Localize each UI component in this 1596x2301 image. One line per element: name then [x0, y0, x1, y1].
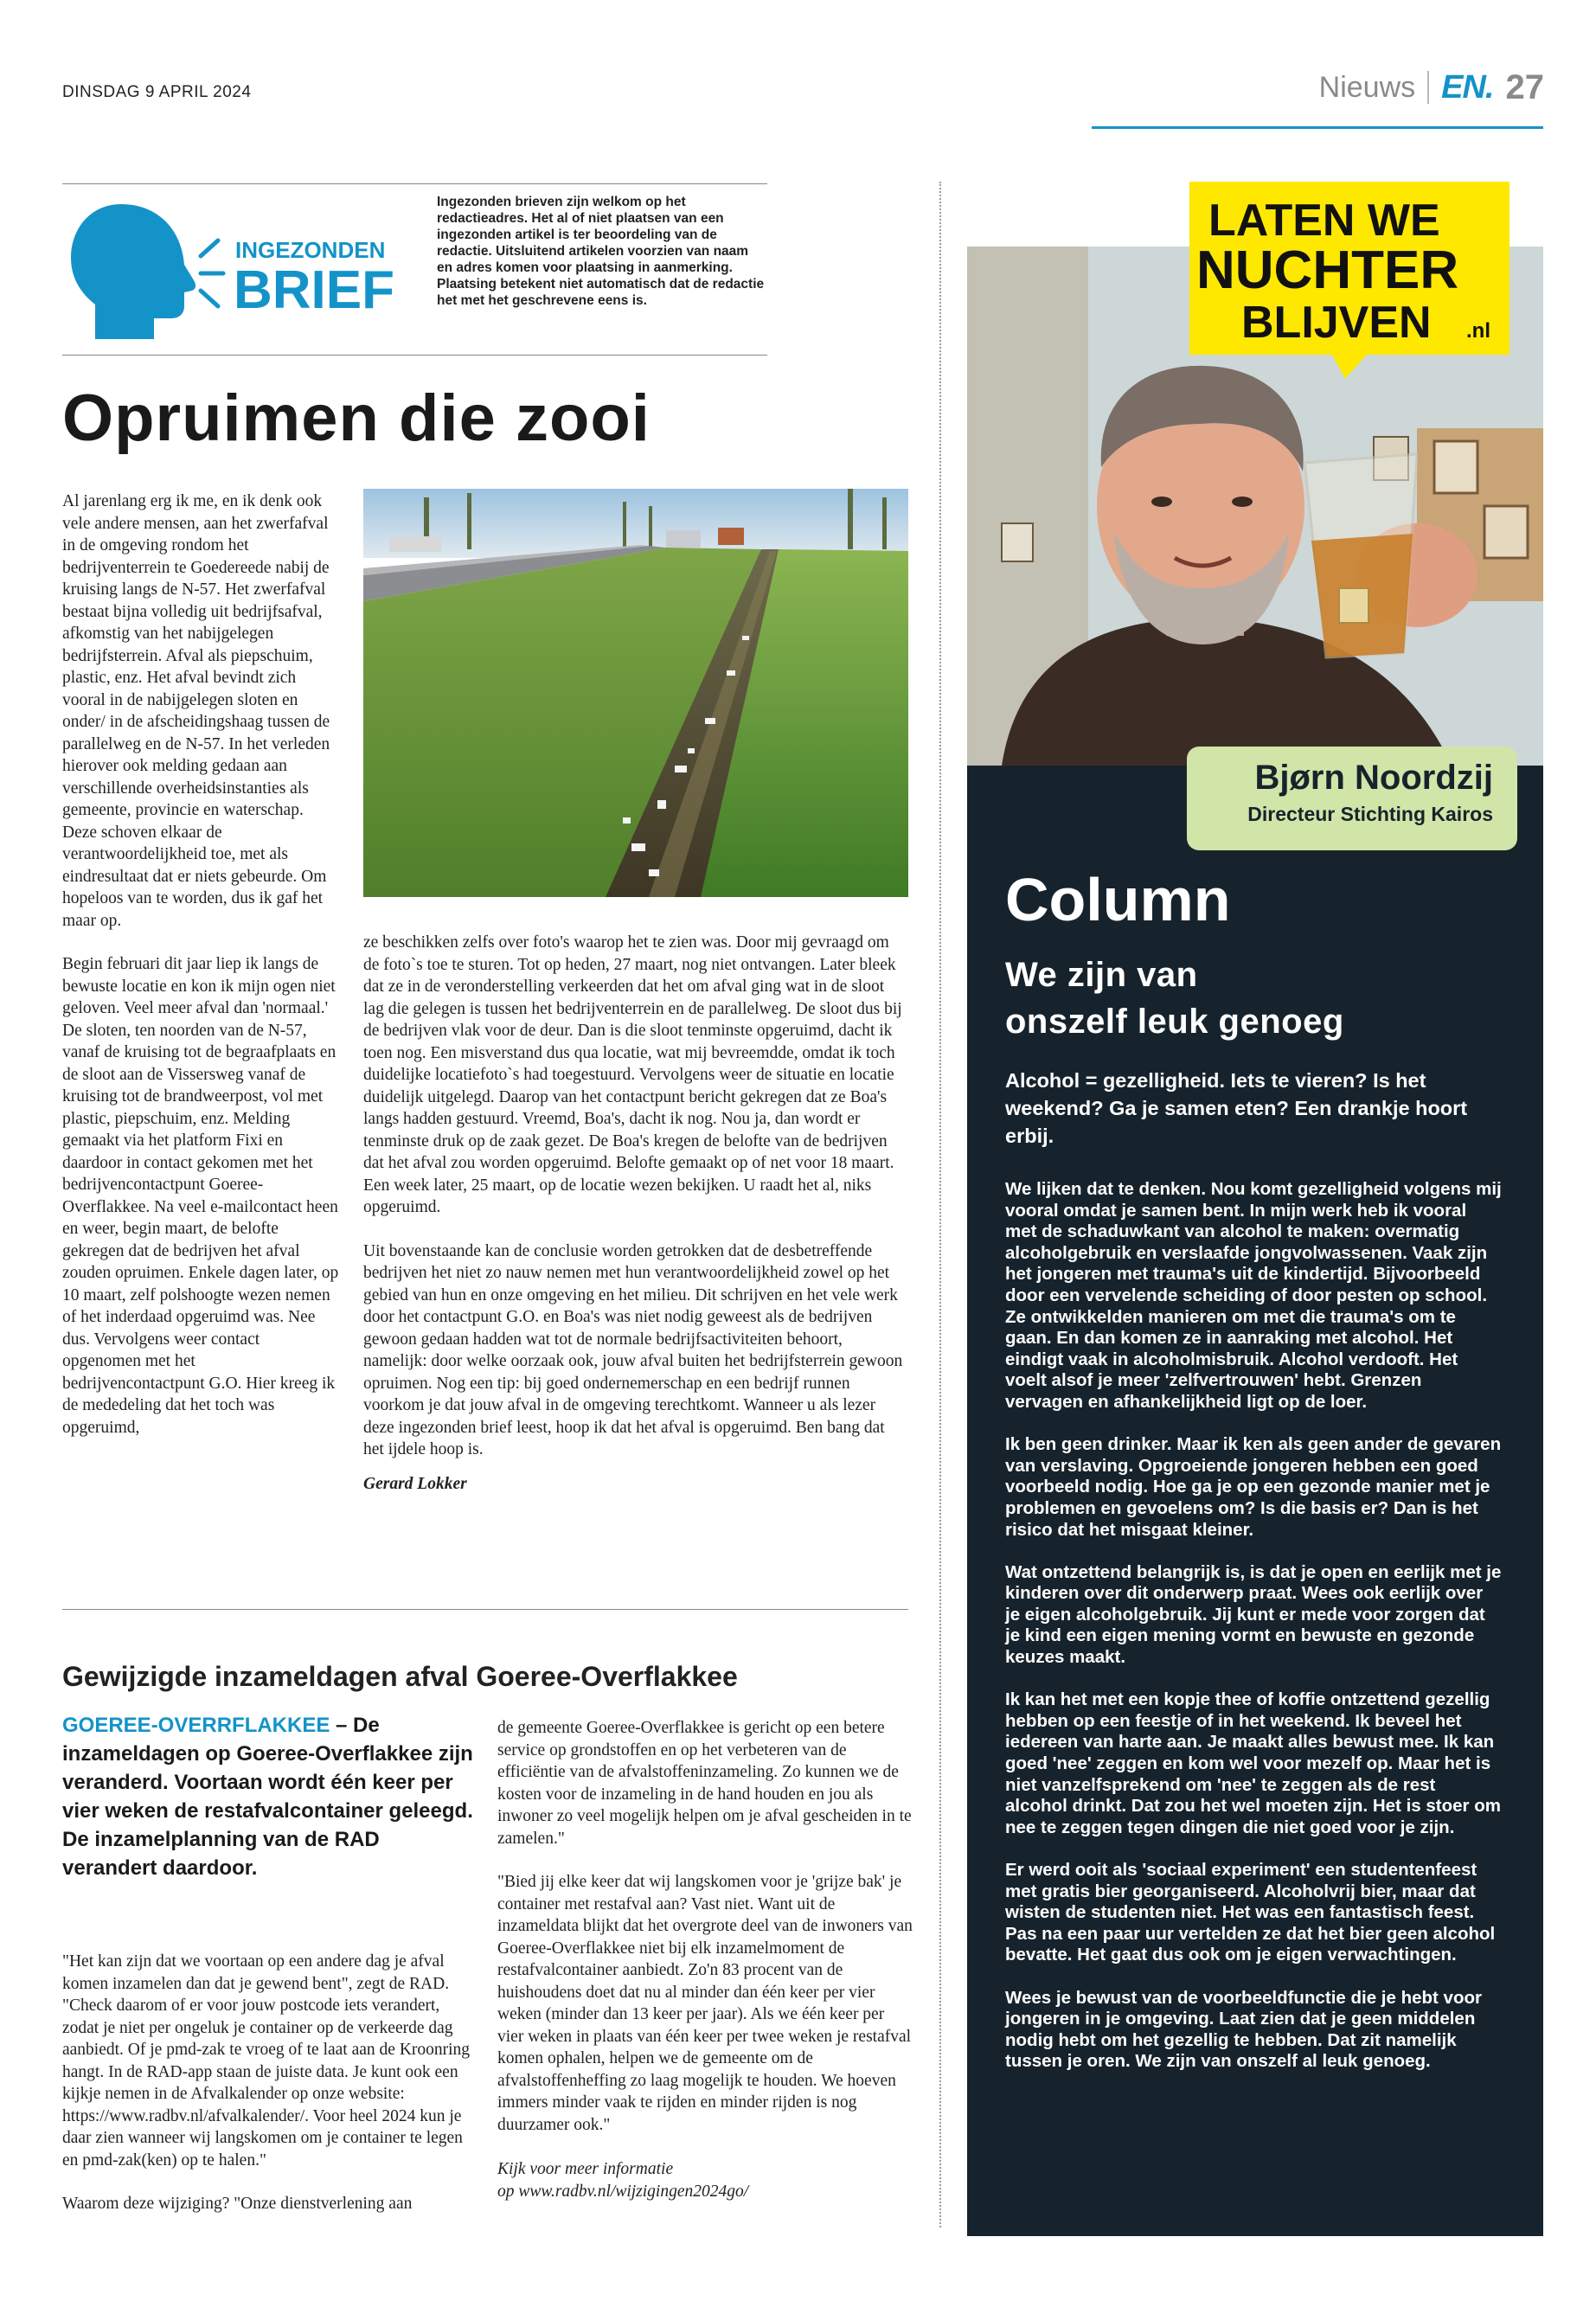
- column-paragraph: Wat ontzettend belangrijk is, is dat je open en eerlijk met je kinderen over dit onderwerp praat. Wees ook eerlijk over je eigen alcoholgebruik. Jij kunt er mede voor zorgen dat je kind een eigen mening vormt en bewuste en gezonde keuzes maakt.: [1005, 1561, 1502, 1668]
- letter-paragraph: Begin februari dit jaar liep ik langs de bewuste locatie en kon ik mijn ogen niet geloven. Veel meer afval dan 'normaal.' De sloten, ten noorden van de N-57, vanaf de kruising tot de begraafplaats en de sloot aan de Vissersweg vanaf de kruising tot de brandweerpost, vol met plastic, piepschuim, enz. Melding gemaakt via het platform Fixi en daardoor in contact gekomen met het bedrijvencontactpunt Goeree-Overflakkee. Na veel e-mailcontact heen en weer, begin maart, de belofte gekregen dat de bedrijven het afval zouden opruimen. Enkele dagen later, op 10 maart, zelf polshoogte wezen nemen of het inderdaad opgeruimd was. Nee dus. Vervolgens weer contact opgenomen met het bedrijvencontactpunt G.O. Hier kreeg ik de mededeling dat het toch was opgeruimd,: [62, 955, 339, 1437]
- svg-text:INGEZONDEN: INGEZONDEN: [235, 237, 386, 263]
- newspaper-logo: EN.: [1441, 68, 1494, 106]
- svg-text:BLIJVEN: BLIJVEN: [1241, 298, 1432, 348]
- column-label: Column: [1005, 866, 1231, 933]
- svg-text:.nl: .nl: [1466, 319, 1490, 343]
- svg-text:BRIEF: BRIEF: [234, 260, 394, 320]
- ditch-photo: [363, 489, 908, 897]
- column-paragraph: Er werd ooit als 'sociaal experiment' een studentenfeest met gratis bier georganiseerd. Alcoholvrij bier, maar dat wisten de studenten niet. Het was een fantastisch feest. Pas na een paar uur vertelden ze dat het bier geen alcohol bevatte. Het gaat dus ook om je eigen verwachtingen.: [1005, 1860, 1496, 1965]
- article-paragraph: Waarom deze wijziging? "Onze dienstverlening aan: [62, 2195, 413, 2213]
- article-title: Gewijzigde inzameldagen afval Goeree-Overflakkee: [62, 1661, 738, 1692]
- letter-column-1: [62, 490, 339, 1439]
- article-lead-text: – De inzameldagen op Goeree-Overflakkee zijn veranderd. Voortaan wordt één keer per vier weken de restafvalcontainer geleegd. De inzamelplanning van de RAD verandert daardoor.: [62, 1714, 473, 1880]
- article-info-line: Kijk voor meer informatie: [497, 2160, 674, 2178]
- header-divider: [1427, 71, 1429, 104]
- speaking-head-icon: [69, 195, 415, 343]
- column-title: [1005, 952, 1490, 1045]
- article-paragraph: "Het kan zijn dat we voortaan op een andere dag je afval komen inzamelen dan dat je gewend bent", zegt de RAD. "Check daarom of er voor jouw postcode iets verandert, zodat je niet per ongeluk je container op de verkeerde dag aanbiedt. Of je pmd-zak te vroeg of te laat aan de Kroonring hangt. In de RAD-app staan de juiste data. Je kunt ook een kijkje nemen in de Afvalkalender op onze website: https://www.radbv.nl/afvalkalender/. Voor heel 2024 kun je daar zien wanneer wij langskomen om je container te legen en pmd-zak(ken) op te halen.": [62, 1952, 471, 2170]
- article-paragraph: de gemeente Goeree-Overflakkee is gericht op een betere service op grondstoffen en op het verbeteren van de efficiëntie van de afvalstoffeninzameling. Zo kunnen we de kosten voor de inzameling in de hand houden en jou als inwoner zo veel mogelijk helpen om je afval gescheiden in te zamelen.": [497, 1719, 912, 1848]
- article-info: [497, 2158, 913, 2202]
- column-body: [1005, 1179, 1502, 2094]
- article-dateline: GOEREE-OVERRFLAKKEE: [62, 1714, 330, 1737]
- letter-author: Gerard Lokker: [363, 1474, 467, 1493]
- header-rule: [1092, 126, 1543, 129]
- column-divider: [939, 182, 941, 2227]
- author-role: Directeur Stichting Kairos: [1247, 803, 1493, 825]
- author-name: Bjørn Noordzij: [1254, 759, 1493, 797]
- column-title-line: onszelf leuk genoeg: [1005, 1003, 1344, 1041]
- article-paragraph: "Bied jij elke keer dat wij langskomen voor je 'grijze bak' je container met restafval aan? Vast niet. Want uit de inzameldata blijkt dat het overgrote deel van de inwoners van Goeree-Overflakkee niet bij elk inzamelmoment de restafvalcontainer aanbiedt. Zo'n 83 procent van de huishoudens doet dat nu al minder dan één keer per vier weken (minder dan 13 keer per jaar). Als we één keer per vier weken in plaats van één keer per twee weken je restafval komen ophalen, helpen we de gemeente om de afvalstoffenheffing zo laag mogelijk te houden. We hoeven immers minder vaak te rijden en minder rijden is nog duurzamer ook.": [497, 1873, 913, 2134]
- section-name: Nieuws: [1318, 70, 1416, 104]
- page-header: [1319, 66, 1544, 109]
- letter-paragraph: Al jarenlang erg ik me, en ik denk ook vele andere mensen, aan het zwerfafval in de omgeving rondom het bedrijventerrein te Goedereede nabij de kruising langs de N-57. Het zwerfafval bestaat bijna volledig uit bedrijfsafval, afkomstig van het nabijgelegen bedrijfsterrein. Afval als piepschuim, plastic, enz. Het afval bevindt zich vooral in de nabijgelegen sloten en onder/ in de afscheidingshaag tussen de parallelweg en de N-57. In het verleden hierover ook melding gedaan aan verschillende overheidsinstanties als gemeente, provincie en waterschap. Deze schoven elkaar de verantwoordelijkheid toe, met als eindresultaat dat er niets gebeurde. Om hopeloos van te worden, dus ik gaf het maar op.: [62, 492, 330, 930]
- brief-notice: Ingezonden brieven zijn welkom op het redactieadres. Het al of niet plaatsen van een ingezonden artikel is ter beoordeling van de redactie. Uitsluitend artikelen voorzien van naam en adres komen voor plaatsing in aanmerking. Plaatsing betekent niet automatisch dat de redactie het met het geschrevene eens is.: [437, 195, 765, 308]
- column-intro: Alcohol = gezelligheid. Iets te vieren? Is het weekend? Ga je samen eten? Een drankje hoort erbij.: [1005, 1069, 1468, 1147]
- brief-bottom-rule: [62, 355, 767, 356]
- article-column-1: [62, 1951, 478, 2215]
- svg-text:NUCHTER: NUCHTER: [1196, 240, 1459, 300]
- column-paragraph: Ik ben geen drinker. Maar ik ken als geen ander de gevaren van verslaving. Opgroeiende jongeren hebben een goed voorbeeld nodig. Hoe ga je op een gezonde manier met je problemen en gevoelens om? Is die basis er? Dan is het risico dat het misgaat kleiner.: [1005, 1434, 1502, 1540]
- column-paragraph: We lijken dat te denken. Nou komt gezelligheid volgens mij vooral omdat je samen bent. In mijn werk heb ik vooral met de schaduwkant van alcohol te maken: overmatig alcoholgebruik en verslaafde jongvolwassenen. Vaak zijn het jongeren met trauma's uit de kindertijd. Bijvoorbeeld door een vervelende scheiding of door pesten op school. Ze ontwikkelden manieren om met die trauma's om te gaan. En dan komen ze in aanraking met alcohol. Het eindigt vaak in alcoholmisbruik. Alcohol verdooft. Het voelt alsof je meer 'zelfvertrouwen' hebt. Grenzen vervagen en afhankelijkheid ligt op de loer.: [1005, 1179, 1502, 1412]
- brief-top-rule: [62, 183, 767, 184]
- column-title-line: We zijn van: [1005, 956, 1198, 994]
- ingezonden-brief-logo: [69, 195, 415, 343]
- article-info-link: op www.radbv.nl/wijzigingen2024go/: [497, 2182, 749, 2201]
- article-column-2: [497, 1717, 913, 2202]
- section-rule: [62, 1609, 908, 1610]
- page-number: 27: [1505, 67, 1544, 106]
- campaign-logo: [1189, 182, 1509, 381]
- svg-text:LATEN WE: LATEN WE: [1208, 195, 1440, 246]
- letter-paragraph: ze beschikken zelfs over foto's waarop het te zien was. Door mij gevraagd om de foto`s toe te sturen. Tot op heden, 27 maart, nog niet ontvangen. Later bleek dat ze in de veronderstelling verkeerden dat het om afval ging wat in de sloot lag die gelegen is tussen het bedrijventerrein en de parallelweg. De sloot dus bij de bedrijven vlak voor de deur. Dan is die sloot tenminste opgeruimd, dacht ik toen nog. Een misverstand dus qua locatie, wat mij bevreemdde, omdat ik toch duidelijke locatiefoto`s had toegestuurd. Vervolgens weer de situatie en locatie duidelijk uitgelegd. Daarop van het contactpunt bericht gekregen dat ze Boa's langs hadden gestuurd. Vreemd, Boa's, dacht ik nog. Nou ja, dan wordt er tenminste druk op de zaak gezet. De Boa's kregen de belofte van de bedrijven dat het afval zou worden opgeruimd. Belofte gemaakt op of net voor 18 maart. Een week later, 25 maart, op de locatie wezen bekijken. U raadt het al, niks opgeruimd.: [363, 933, 902, 1216]
- issue-date: DINSDAG 9 APRIL 2024: [62, 83, 252, 101]
- column-paragraph: Wees je bewust van de voorbeeldfunctie die je hebt voor jongeren in je omgeving. Laat zien dat je geen middelen nodig hebt om het gezellig te hebben. Dat zit namelijk tussen je oren. We zijn van onszelf al leuk genoeg.: [1005, 1987, 1482, 2072]
- column-paragraph: Ik kan het met een kopje thee of koffie ontzettend gezellig hebben op een feestje of in het weekend. Ik beveel het iedereen van harte aan. Je maakt alles bewust mee. Ik kan goed 'nee' zeggen en kom wel voor mezelf op. Maar het is niet vanzelfsprekend om 'nee' te zeggen als de rest alcohol drinkt. Dat zou het wel moeten zijn. Het is stoer om nee te zeggen tegen dingen die niet goed voor je zijn.: [1005, 1689, 1501, 1837]
- letter-paragraph: Uit bovenstaande kan de conclusie worden getrokken dat de desbetreffende bedrijven het niet zo nauw nemen met hun verantwoordelijkheid zowel op het gebied van hun en onze omgeving en het milieu. Dit schrijven en het vele werk door het contactpunt G.O. en Boa's was niet nodig geweest als de bedrijven gewoon gedaan hadden wat tot de normale bedrijfsactiviteiten behoort, namelijk: door welke oorzaak ook, jouw afval buiten het bedrijfsterrein gewoon opruimen. Nog een tip: bij goed ondernemerschap en een bedrijf runnen voorkom je dat jouw afval in de omgeving terechtkomt. Wanneer u als lezer deze ingezonden brief leest, hoop ik dat het afval is opgeruimd. Ben bang dat het ijdele hoop is.: [363, 1241, 903, 1458]
- letter-headline: Opruimen die zooi: [62, 381, 651, 455]
- article-lead: [62, 1711, 478, 1882]
- letter-column-2: [363, 932, 908, 1495]
